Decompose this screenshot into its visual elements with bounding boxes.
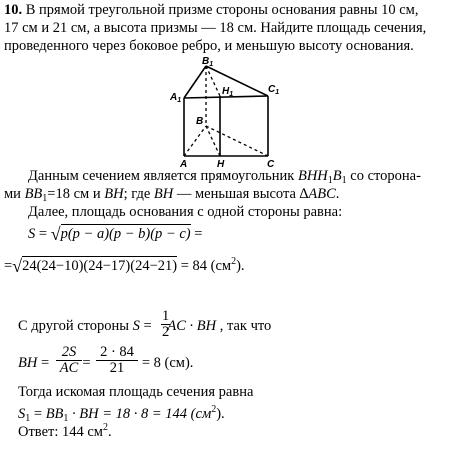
fraction-one-half (161, 309, 170, 340)
math-s: S (28, 226, 36, 242)
text: ). (216, 406, 225, 422)
numerator: 2 · 84 (96, 345, 138, 361)
text: со сторона- (346, 168, 421, 184)
eq: = (35, 226, 51, 242)
sup: 2 (211, 404, 217, 415)
text: , так что (216, 318, 272, 334)
eq: = (190, 226, 203, 242)
text: · BH = 18 · 8 = 144 (см (68, 406, 212, 422)
eq: = (139, 318, 156, 334)
problem-line-3: проведенного через боковое ребро, и меньшую высоту основания. (4, 38, 414, 54)
answer-line (18, 420, 112, 440)
sub: 1 (327, 175, 333, 186)
text: — меньшая высота ∆ (173, 186, 309, 202)
text: ; где (123, 186, 154, 202)
final-line-1: Тогда искомая площадь сечения равна (18, 384, 254, 400)
prism-figure (160, 56, 288, 168)
eq: = (30, 406, 46, 422)
math-bh: BH (18, 355, 38, 371)
text: ми (4, 186, 25, 202)
label-h1: $H_1$ (222, 86, 234, 98)
heron-formula (28, 226, 202, 242)
denominator: 21 (109, 360, 125, 376)
eq: = (37, 355, 53, 371)
label-a: A (180, 159, 188, 168)
math-s: S (132, 318, 140, 334)
math-bb: BB (24, 186, 43, 202)
area-other-line (18, 318, 271, 334)
result: = 84 (см (177, 258, 232, 274)
sub: 1 (42, 193, 48, 204)
text: . (107, 424, 112, 440)
math-bb1: BB (45, 406, 64, 422)
math-ac-bh: AC · BH (167, 318, 217, 334)
problem-line-1 (4, 2, 418, 18)
fraction-2x84-21 (96, 345, 138, 376)
math-bh: BH (153, 186, 174, 202)
math-bh: BH (104, 186, 124, 202)
heron-calc (4, 254, 245, 274)
result: = 8 (см). (138, 355, 194, 371)
sub: 1 (341, 175, 347, 186)
problem-line-2: 17 см и 21 см, а высота призмы — 18 см. Найдите площадь сечения, (4, 20, 427, 36)
label-a1: $A_1$ (170, 92, 182, 104)
radicand: 24(24−10)(24−17)(24−21) (22, 258, 178, 274)
eq: = (78, 355, 95, 371)
solution-line-3: Далее, площадь основания с одной стороны равна: (28, 204, 343, 220)
sup: 2 (102, 422, 108, 433)
sup: 2 (231, 256, 237, 267)
numerator: 2S (56, 345, 82, 361)
sub: 1 (63, 413, 69, 424)
text: Данным сечением является прямоугольник (28, 168, 298, 184)
text: . (335, 186, 340, 202)
problem-number: 10. (4, 2, 23, 18)
radicand: p(p − a)(p − b)(p − c) (60, 226, 191, 242)
answer-text: Ответ: 144 см (18, 424, 103, 440)
denominator: 2 (162, 324, 170, 340)
label-h: H (217, 159, 225, 168)
problem-text-1: В прямой треугольной призме стороны основания равны 10 см, (25, 2, 419, 18)
math-b: B (332, 168, 342, 184)
denominator: AC (59, 360, 79, 376)
text: =18 см и (47, 186, 105, 202)
label-c1: $C_1$ (268, 84, 280, 96)
label-b: B (196, 116, 204, 127)
numerator: 1 (162, 308, 170, 324)
label-b1: $B_1$ (202, 56, 214, 68)
label-c: C (267, 159, 275, 168)
math-s1: S (18, 406, 26, 422)
text: С другой стороны (18, 318, 133, 334)
sub: 1 (25, 413, 31, 424)
fraction-2s-ac (56, 345, 82, 376)
text: ). (236, 258, 245, 274)
eq: = (4, 258, 13, 274)
math-abc: ABC (308, 186, 336, 202)
math-bhh: BHH (297, 168, 328, 184)
sqrt-icon: √ (50, 224, 61, 244)
sqrt-icon: √ (12, 256, 23, 276)
